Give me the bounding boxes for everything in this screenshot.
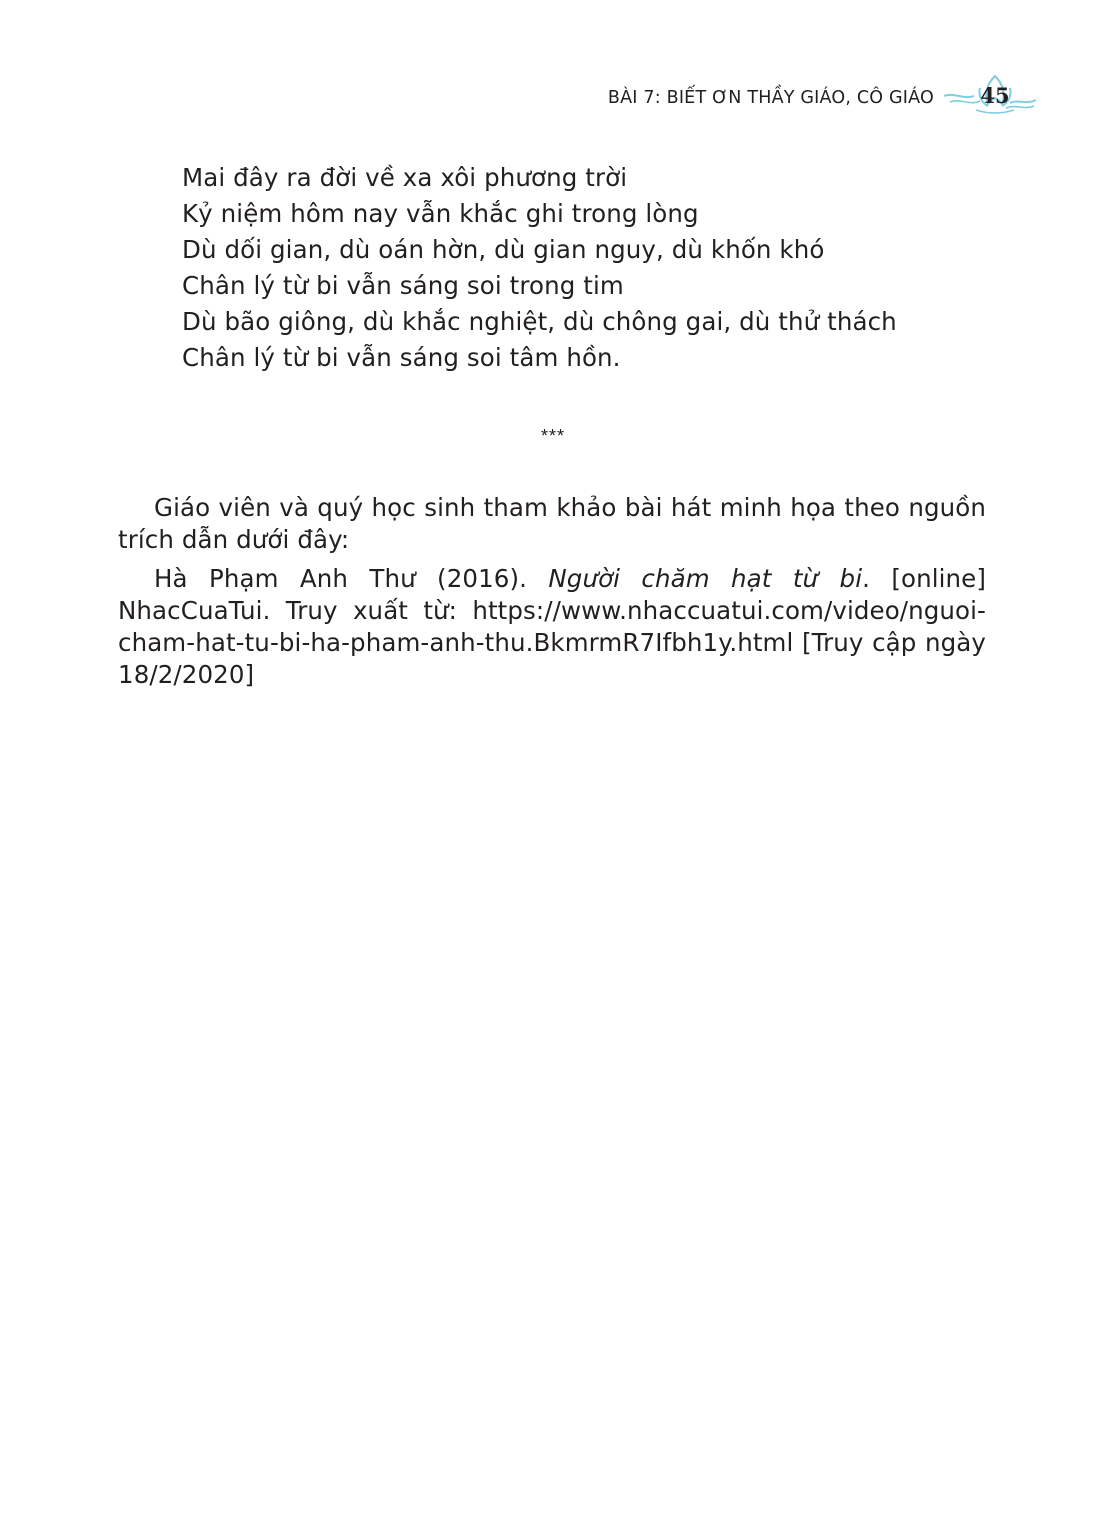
page-number: 45 xyxy=(980,83,1010,108)
citation-source: . [online] NhacCuaTui. Truy xuất từ: https://www.nhaccuatui.com/video/nguoi-cham-hat-tu-bi-ha-pham-anh-thu.BkmrmR7Ifbh1y.html [Truy cập ngày 18/2/2020] xyxy=(118,563,986,689)
page-number-badge xyxy=(940,70,1040,120)
poem-line: Chân lý từ bi vẫn sáng soi tâm hồn. xyxy=(182,343,621,372)
poem-line: Mai đây ra đời về xa xôi phương trời xyxy=(182,163,628,192)
poem-line: Dù dối gian, dù oán hờn, dù gian nguy, dù khốn khó xyxy=(182,235,825,264)
poem-line: Dù bão giông, dù khắc nghiệt, dù chông gai, dù thử thách xyxy=(182,307,897,336)
section-separator: *** xyxy=(540,426,565,446)
citation-paragraph xyxy=(118,563,986,691)
citation-author-year: Hà Phạm Anh Thư (2016). xyxy=(154,563,549,593)
poem-lyrics xyxy=(182,160,897,376)
intro-paragraph: Giáo viên và quý học sinh tham khảo bài hát minh họa theo nguồn trích dẫn dưới đây: xyxy=(118,492,986,554)
citation-title: Người chăm hạt từ bi xyxy=(548,563,863,593)
chapter-title: BÀI 7: BIẾT ƠN THẦY GIÁO, CÔ GIÁO xyxy=(607,88,934,108)
poem-line: Chân lý từ bi vẫn sáng soi trong tim xyxy=(182,271,624,300)
poem-line: Kỷ niệm hôm nay vẫn khắc ghi trong lòng xyxy=(182,199,699,228)
running-header xyxy=(608,70,1040,120)
